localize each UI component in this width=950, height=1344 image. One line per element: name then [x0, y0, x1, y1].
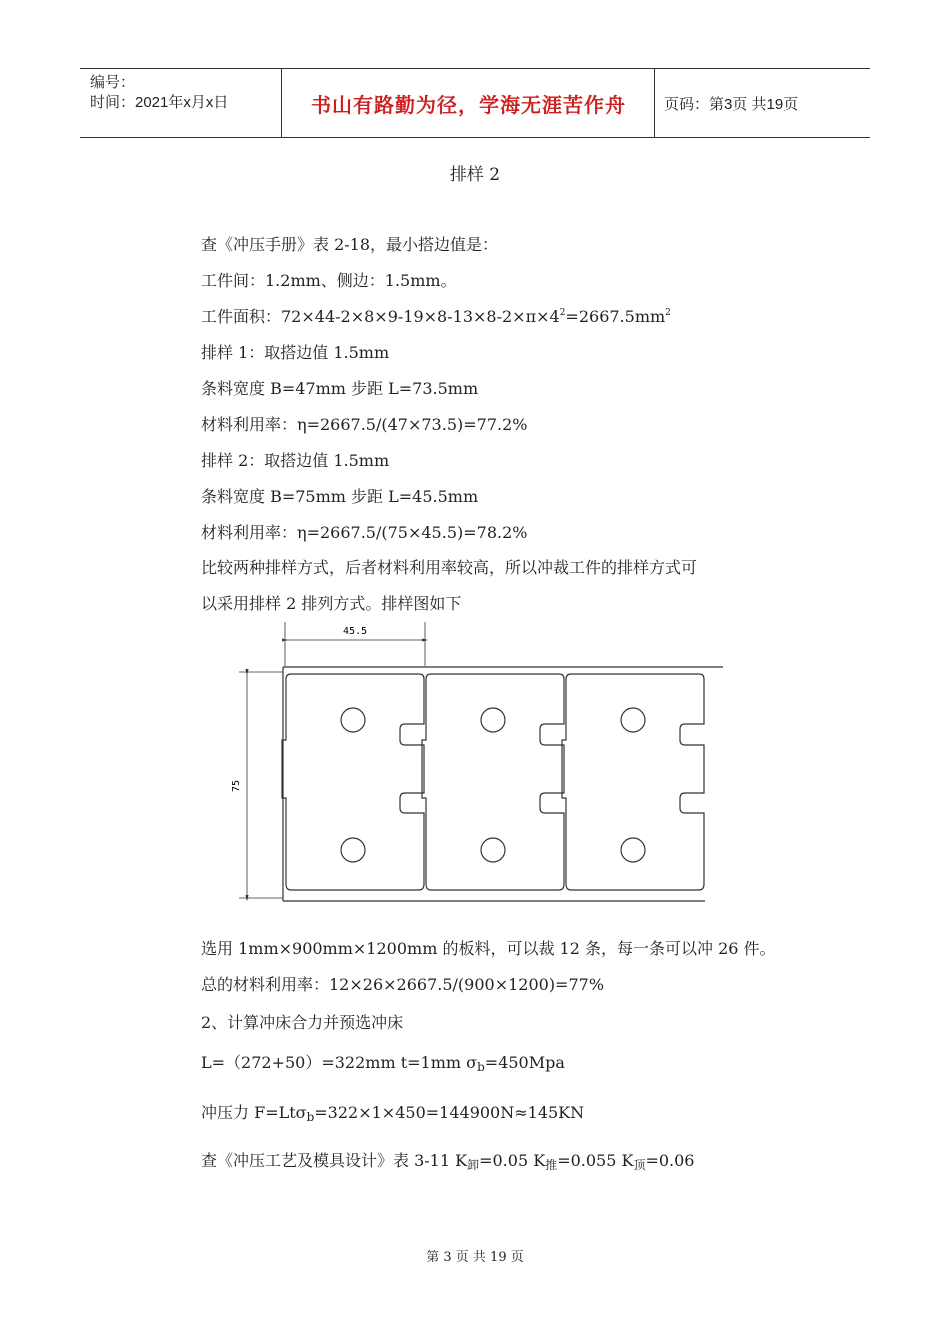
header-meta	[90, 73, 228, 113]
text-line: 比较两种排样方式，后者材料利用率较高，所以冲裁工件的排样方式可	[201, 558, 698, 577]
page-footer: 第 3 页 共 19 页	[426, 1250, 524, 1265]
text-line: 材料利用率：η=2667.5/(47×73.5)=77.2%	[201, 415, 528, 434]
text-line: 排样 2：取搭边值 1.5mm	[201, 451, 390, 470]
text-line: 查《冲压手册》表 2-18，最小搭边值是：	[201, 235, 499, 254]
text-line: 条料宽度 B=47mm 步距 L=73.5mm	[201, 379, 479, 398]
subscript: 顶	[633, 1158, 646, 1172]
superscript: 2	[559, 308, 566, 318]
header-divider	[654, 69, 655, 137]
superscript: 2	[665, 308, 671, 318]
coef-text: =0.055 K	[557, 1151, 634, 1170]
coef-text: 查《冲压工艺及模具设计》表 3-11 K	[201, 1151, 468, 1170]
number-label: 编号：	[90, 74, 136, 91]
step-label: 45.5	[342, 626, 368, 637]
header-motto: 书山有路勤为径，学海无涯苦作舟	[311, 94, 626, 117]
coefficient-line	[201, 1148, 694, 1173]
header-page-code: 页码：第3页 共19页	[664, 96, 799, 113]
length-line	[201, 1050, 565, 1074]
force-formula: 冲压力 F=Ltσ	[201, 1103, 307, 1122]
subscript: 推	[545, 1158, 558, 1172]
workpiece	[562, 674, 704, 890]
subscript: b	[477, 1060, 485, 1074]
text-line: 2、计算冲床合力并预选冲床	[201, 1013, 404, 1032]
layout-diagram	[225, 618, 730, 903]
force-line	[201, 1100, 584, 1124]
workpiece	[282, 674, 424, 890]
area-result: =2667.5mm	[565, 307, 666, 326]
text-line: 以采用排样 2 排列方式。排样图如下	[201, 594, 462, 613]
text-line: 材料利用率：η=2667.5/(75×45.5)=78.2%	[201, 523, 528, 542]
strength-value: =450Mpa	[484, 1053, 565, 1072]
force-result: =322×1×450=144900N≈145KN	[314, 1103, 585, 1122]
coef-text: =0.06	[645, 1151, 695, 1170]
length-formula: L=（272+50）=322mm t=1mm σ	[201, 1053, 478, 1072]
subscript: 卸	[467, 1158, 480, 1172]
text-line: 排样 1：取搭边值 1.5mm	[201, 343, 390, 362]
section-title: 排样 2	[449, 165, 501, 185]
time-label: 时间：2021年x月x日	[90, 94, 229, 111]
workpiece	[422, 674, 564, 890]
subscript: b	[306, 1110, 315, 1124]
text-line: 工件间：1.2mm、侧边：1.5mm。	[201, 271, 457, 290]
area-formula: 工件面积：72×44-2×8×9-19×8-13×8-2×π×4	[201, 307, 560, 326]
text-line: 条料宽度 B=75mm 步距 L=45.5mm	[201, 487, 479, 506]
coef-text: =0.05 K	[479, 1151, 546, 1170]
text-line: 选用 1mm×900mm×1200mm 的板料，可以裁 12 条，每一条可以冲 26 件。	[201, 939, 776, 958]
width-label: 75	[231, 779, 242, 793]
area-line	[201, 304, 671, 327]
text-line: 总的材料利用率：12×26×2667.5/(900×1200)=77%	[201, 975, 605, 994]
page-header	[80, 68, 870, 138]
